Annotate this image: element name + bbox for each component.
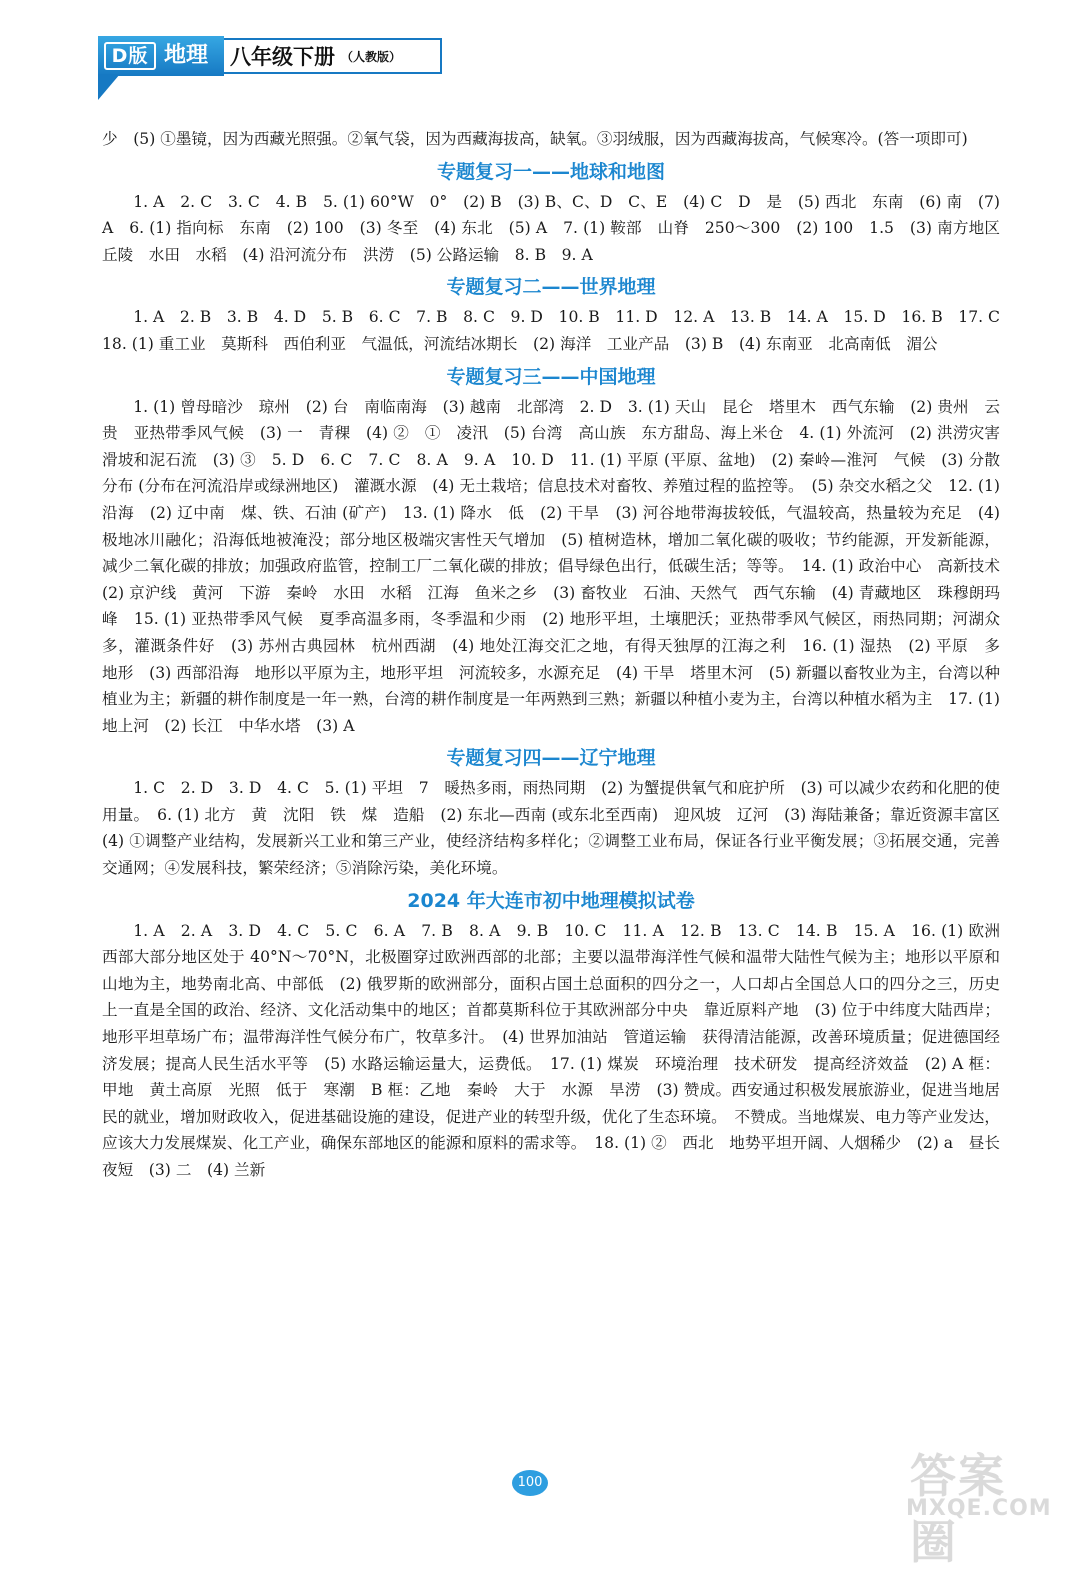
- grade-label: 八年级下册: [230, 45, 335, 69]
- header-banner-tail: [98, 74, 120, 100]
- section-title-4: 专题复习四——辽宁地理: [446, 747, 656, 770]
- section-title-1: 专题复习一——地球和地图: [436, 160, 665, 183]
- section-title-5: 2024 年大连市初中地理模拟试卷: [407, 889, 695, 912]
- press-label: （人教版）: [341, 49, 402, 64]
- page-number: 100: [512, 1470, 548, 1496]
- grade-box: [224, 38, 442, 74]
- answer-content: [102, 126, 1016, 1184]
- edition-badge: D版: [104, 42, 156, 70]
- section-body-5: 1. A 2. A 3. D 4. C 5. C 6. A 7. B 8. A 9. B 10. C 11. A 12. B 13. C 14. B 15. A 16. (1) 欧洲西部大部分地区处于 40°N～70°N，北极圈穿过欧洲西部的北部；主要以温带海洋性气候和温带大陆性气候为主；地形以平原和山地为主，地势南北高、中部低 (2) 俄罗斯的欧洲部分，面积占国土总面积的四分之一，人口却占全国总人口的四分之三，历史上一直是全国的政治、经济、文化活动集中的地区；首都莫斯科位于其欧洲部分中央 靠近原料产地 (3) 位于中纬度大陆西岸；地形平坦草场广布；温带海洋性气候分布广，牧草多汁。 (4) 世界加油站 管道运输 获得清洁能源，改善环境质量；促进德国经济发展；提高人民生活水平等 (5) 水路运输运量大，运费低。 17. (1) 煤炭 环境治理 技术研发 提高经济效益 (2) A 框：甲地 黄土高原 光照 低于 寒潮 B 框：乙地 秦岭 大于 水源 旱涝 (3) 赞成。西安通过积极发展旅游业，促进当地居民的就业，增加财政收入，促进基础设施的建设，促进产业的转型升级，优化了生态环境。 不赞成。当地煤炭、电力等产业发达，应该大力发展煤炭、化工产业，确保东部地区的能源和原料的需求等。 18. (1) ② 西北 地势平坦开阔、人烟稀少 (2) a 昼长夜短 (3) 二 (4) 兰新: [102, 921, 1000, 1179]
- section-title-2: 专题复习二——世界地理: [446, 276, 656, 299]
- intro-paragraph: 少 (5) ①墨镜，因为西藏光照强。②氧气袋，因为西藏海拔高，缺氧。③羽绒服，因为西藏海拔高，气候寒冷。(答一项即可): [102, 130, 968, 148]
- section-title-3: 专题复习三——中国地理: [446, 365, 656, 388]
- watermark-logo: [900, 1440, 1052, 1569]
- section-body-1: 1. A 2. C 3. C 4. B 5. (1) 60°W 0° (2) B (3) B、C、D C、E (4) C D 是 (5) 西北 东南 (6) 南 (7) A 6. (1) 指向标 东南 (2) 100 (3) 冬至 (4) 东北 (5) A 7. (1) 鞍部 山脊 250～300 (2) 100 1.5 (3) 南方地区 丘陵 水田 水稻 (4) 沿河流分布 洪涝 (5) 公路运输 8. B 9. A: [102, 192, 1016, 264]
- watermark-text-bottom: MXQE.COM: [906, 1496, 1052, 1521]
- section-body-2: 1. A 2. B 3. B 4. D 5. B 6. C 7. B 8. C 9. D 10. B 11. D 12. A 13. B 14. A 15. D 16. B 17. C 18. (1) 重工业 莫斯科 西伯利亚 气温低，河流结冰期长 (2) 海洋 工业产品 (3) B (4) 东南亚 北高南低 湄公: [102, 308, 1016, 353]
- watermark-text-top: 答案圈: [910, 1449, 1006, 1569]
- section-body-4: 1. C 2. D 3. D 4. C 5. (1) 平坦 7 暖热多雨，雨热同期 (2) 为蟹提供氧气和庇护所 (3) 可以减少农药和化肥的使用量。 6. (1) 北方 黄 沈阳 铁 煤 造船 (2) 东北—西南 (或东北至西南) 迎风坡 辽河 (3) 海陆兼备；靠近资源丰富区 (4) ①调整产业结构，发展新兴工业和第三产业，使经济结构多样化；②调整工业布局，保证各行业平衡发展；③拓展交通，完善交通网；④发展科技，繁荣经济；⑤消除污染，美化环境。: [102, 779, 1016, 878]
- section-body-3: 1. (1) 曾母暗沙 琼州 (2) 台 南临南海 (3) 越南 北部湾 2. D 3. (1) 天山 昆仑 塔里木 西气东输 (2) 贵州 云贵 亚热带季风气候 (3) 一 青稞 (4) ② ① 凌汛 (5) 台湾 高山族 东方甜岛、海上米仓 4. (1) 外流河 (2) 洪涝灾害 滑坡和泥石流 (3) ③ 5. D 6. C 7. C 8. A 9. A 10. D 11. (1) 平原 (平原、盆地) (2) 秦岭—淮河 气候 (3) 分散分布 (分布在河流沿岸或绿洲地区) 灌溉水源 (4) 无土栽培；信息技术对畜牧、养殖过程的监控等。 (5) 杂交水稻之父 12. (1) 沿海 (2) 辽中南 煤、铁、石油 (矿产) 13. (1) 降水 低 (2) 干旱 (3) 河谷地带海拔较低，气温较高，热量较为充足 (4) 极地冰川融化；沿海低地被淹没；部分地区极端灾害性天气增加 (5) 植树造林，增加二氧化碳的吸收；节约能源，开发新能源，减少二氧化碳的排放；加强政府监管，控制工厂二氧化碳的排放；倡导绿色出行，低碳生活；等等。 14. (1) 政治中心 高新技术 (2) 京沪线 黄河 下游 秦岭 水田 水稻 江海 鱼米之乡 (3) 畜牧业 石油、天然气 西气东输 (4) 青藏地区 珠穆朗玛峰 15. (1) 亚热带季风气候 夏季高温多雨，冬季温和少雨 (2) 地形平坦，土壤肥沃；亚热带季风气候区，雨热同期；河湖众多，灌溉条件好 (3) 苏州古典园林 杭州西湖 (4) 地处江海交汇之地，有得天独厚的江海之利 16. (1) 湿热 (2) 平原 多 地形 (3) 西部沿海 地形以平原为主，地形平坦 河流较多，水源充足 (4) 干旱 塔里木河 (5) 新疆以畜牧业为主，台湾以种植业为主；新疆的耕作制度是一年一熟，台湾的耕作制度是一年两熟到三熟；新疆以种植小麦为主，台湾以种植水稻为主 17. (1) 地上河 (2) 长江 中华水塔 (3) A: [102, 397, 1016, 735]
- subject-label: 地理: [164, 43, 209, 68]
